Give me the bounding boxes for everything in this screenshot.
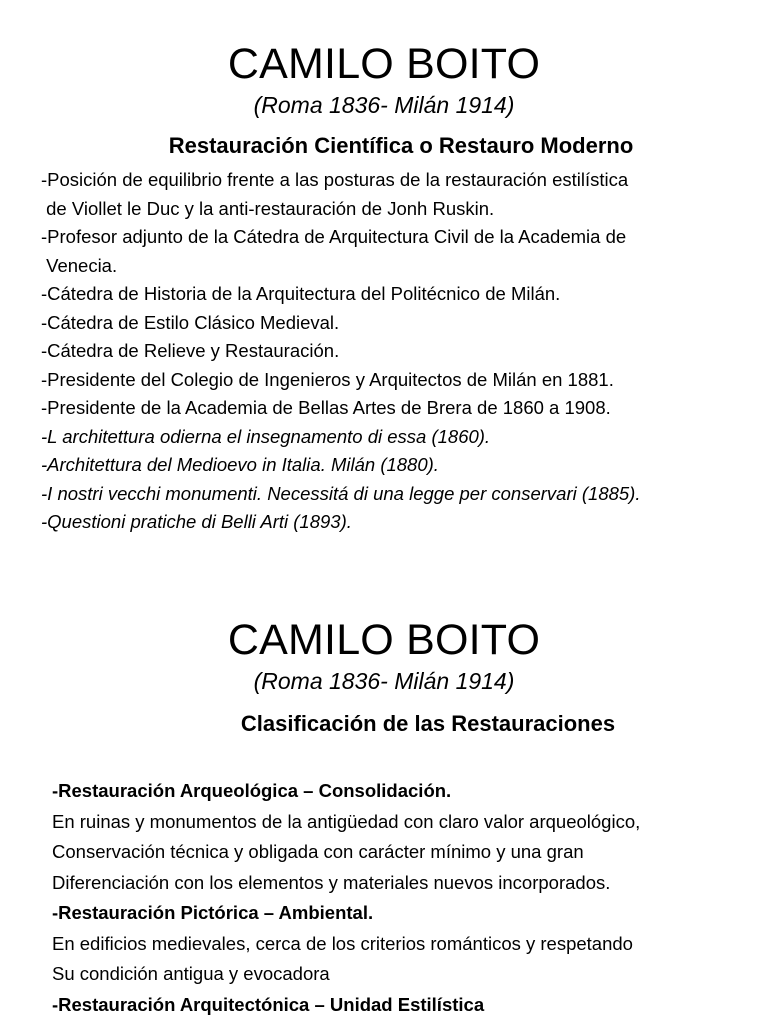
slide-title: CAMILO BOITO: [227, 40, 541, 88]
slide-title: CAMILO BOITO: [227, 616, 541, 664]
classification-list: [52, 776, 762, 1020]
list-item: -Cátedra de Historia de la Arquitectura del Politécnico de Milán.: [41, 283, 561, 304]
classification-heading: -Restauración Arqueológica – Consolidación.: [52, 780, 452, 801]
list-item-publication: -Architettura del Medioevo in Italia. Milán (1880).: [41, 454, 439, 475]
list-item: -Presidente del Colegio de Ingenieros y Arquitectos de Milán en 1881.: [41, 368, 614, 390]
list-item: -Posición de equilibrio frente a las posturas de la restauración estilística: [41, 169, 629, 190]
list-item: En ruinas y monumentos de la antigüedad con claro valor arqueológico,: [52, 810, 641, 832]
list-item: Su condición antigua y evocadora: [52, 963, 330, 984]
classification-heading: -Restauración Pictórica – Ambiental.: [52, 902, 374, 923]
slide-subtitle: Restauración Científica o Restauro Moderno: [168, 133, 634, 158]
list-item: Diferenciación con los elementos y materiales nuevos incorporados.: [52, 871, 611, 893]
list-item: Venecia.: [41, 254, 118, 276]
list-item-publication: -Questioni pratiche di Belli Arti (1893).: [41, 511, 352, 532]
slide-clasificacion-restauraciones: [0, 600, 768, 1024]
classification-heading: -Restauración Arquitectónica – Unidad Estilística: [52, 993, 485, 1015]
slide-dates: (Roma 1836- Milán 1914): [253, 92, 515, 118]
list-item-publication: -L architettura odierna el insegnamento di essa (1860).: [41, 425, 491, 447]
list-item: Conservación técnica y obligada con carácter mínimo y una gran: [52, 841, 584, 862]
bullet-list: [41, 166, 761, 537]
slide-dates: (Roma 1836- Milán 1914): [253, 668, 515, 694]
list-item: de Viollet le Duc y la anti-restauración de Jonh Ruskin.: [41, 197, 495, 219]
slide-subtitle: Clasificación de las Restauraciones: [240, 711, 616, 736]
list-item: -Cátedra de Relieve y Restauración.: [41, 340, 340, 361]
list-item: En edificios medievales, cerca de los criterios románticos y respetando: [52, 932, 633, 954]
list-item: -Profesor adjunto de la Cátedra de Arquitectura Civil de la Academia de: [41, 226, 627, 247]
list-item: -Cátedra de Estilo Clásico Medieval.: [41, 311, 340, 333]
list-item-publication: -I nostri vecchi monumenti. Necessitá di una legge per conservari (1885).: [41, 482, 641, 504]
list-item: -Presidente de la Academia de Bellas Artes de Brera de 1860 a 1908.: [41, 397, 611, 418]
